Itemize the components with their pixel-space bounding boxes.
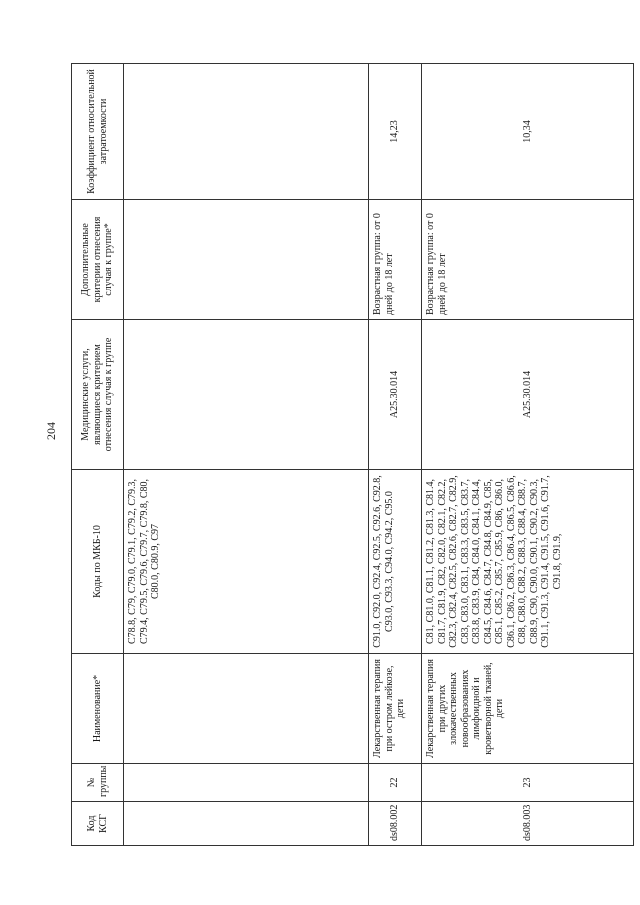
- cell-services: A25.30.014: [369, 320, 422, 470]
- cell-extra: Возрастная группа: от 0 дней до 18 лет: [369, 200, 422, 320]
- cell-extra: Возрастная группа: от 0 дней до 18 лет: [422, 200, 634, 320]
- cell-icd: C81, C81.0, C81.1, C81.2, C81.3, C81.4, C81.7, C81.9, C82, C82.0, C82.1, C82.2, C82.3, C82.4, C82.5, C82.6, C82.7, C82.9, C83, C83.0, C83.1, C83.3, C83.5, C83.7, C83.8, C83.9, C84, C84.0, C84.1, C84.4, C84.5, C84.6, C84.7, C84.8, C84.9, C85, C85.1, C85.2, C85.7, C85.9, C86, C86.0, C86.1, C86.2, C86.3, C86.4, C86.5, C86.6, C88, C88.0, C88.2, C88.3, C88.4, C88.7, C88.9, C90, C90.0, C90.1, C90.2, C90.3, C91.1, C91.3, C91.4, C91.5, C91.6, C91.7, C91.8, C91.9,: [422, 470, 634, 654]
- rotated-table-container: [71, 64, 633, 846]
- cell-name: [124, 654, 369, 764]
- header-row: [72, 64, 124, 846]
- header-icd: Коды по МКБ-10: [72, 470, 124, 654]
- cell-code: ds08.003: [422, 802, 634, 846]
- table-row: [124, 64, 369, 846]
- header-name: Наименование*: [72, 654, 124, 764]
- cell-group-no: 23: [422, 764, 634, 802]
- cell-coef: [124, 64, 369, 200]
- cell-name: Лекарственная терапия при остром лейкозе, дети: [369, 654, 422, 764]
- header-extra: Дополнительные критерии отнесения случая к группе*: [72, 200, 124, 320]
- ksg-table: [71, 63, 634, 846]
- cell-code: ds08.002: [369, 802, 422, 846]
- cell-services: [124, 320, 369, 470]
- cell-coef: 10,34: [422, 64, 634, 200]
- cell-group-no: 22: [369, 764, 422, 802]
- page-number: 204: [44, 422, 58, 440]
- header-group-no: № группы: [72, 764, 124, 802]
- cell-name: Лекарственная терапия при других злокачественных новообразованиях лимфоидной и кроветворной тканей, дети: [422, 654, 634, 764]
- table-row: [369, 64, 422, 846]
- header-coef: Коэффициент относительной затратоемкости: [72, 64, 124, 200]
- cell-icd: C91.0, C92.0, C92.4, C92.5, C92.6, C92.8, C93.0, C93.3, C94.0, C94.2, C95.0: [369, 470, 422, 654]
- cell-extra: [124, 200, 369, 320]
- header-services: Медицинские услуги, являющиеся критерием отнесения случая к группе: [72, 320, 124, 470]
- table-row: [422, 64, 634, 846]
- cell-services: A25.30.014: [422, 320, 634, 470]
- cell-code: [124, 802, 369, 846]
- header-code: Код КСГ: [72, 802, 124, 846]
- cell-icd: C78.8, C79, C79.0, C79.1, C79.2, C79.3, C79.4, C79.5, C79.6, C79.7, C79.8, C80, C80.0, C80.9, C97: [124, 470, 369, 654]
- cell-coef: 14,23: [369, 64, 422, 200]
- cell-group-no: [124, 764, 369, 802]
